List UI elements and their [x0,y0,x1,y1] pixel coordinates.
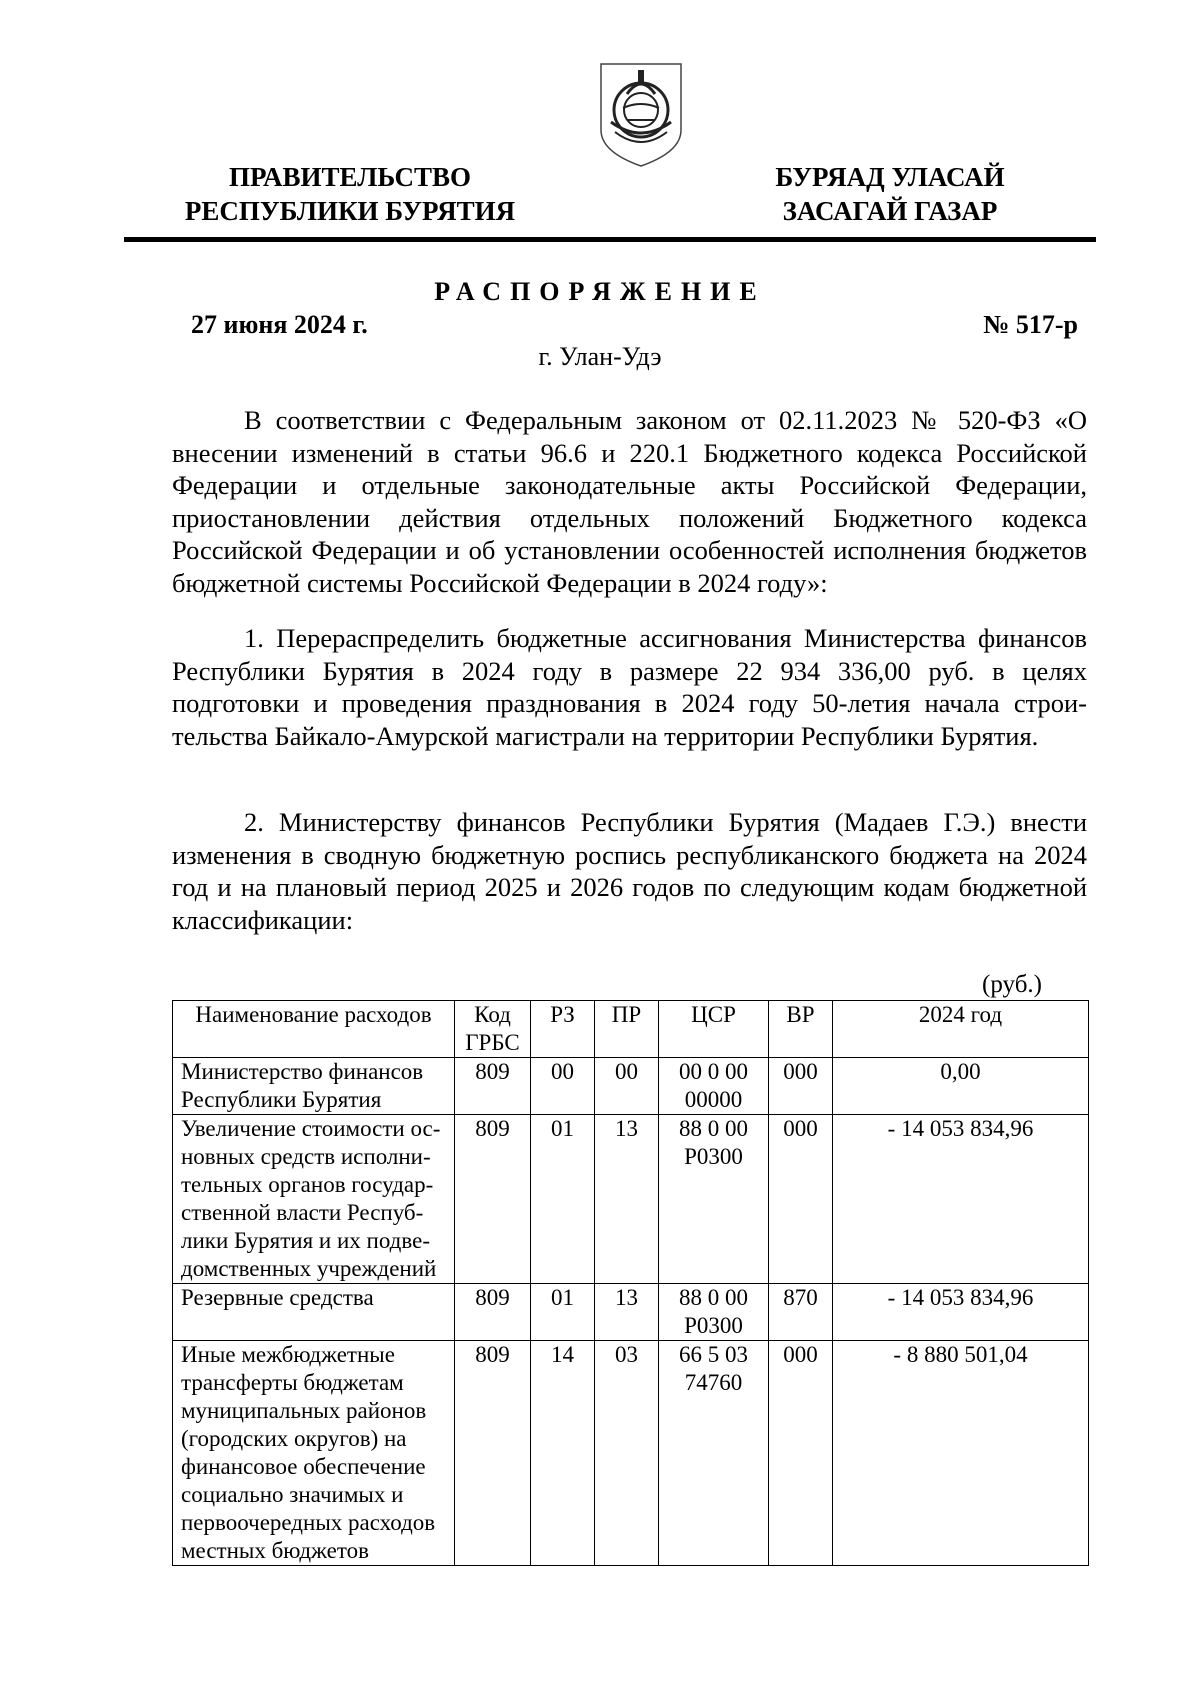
header-name: Наименование расходов [173,1001,455,1058]
row-amount: - 8 880 501,04 [833,1341,1089,1566]
row-vr: 000 [769,1115,833,1284]
row-grbs: 809 [455,1284,531,1341]
table-units: (руб.) [982,971,1042,998]
row-pr: 03 [595,1341,659,1566]
row-name: Резервные средства [173,1284,455,1341]
row-csr: 66 5 03 74760 [659,1341,769,1566]
header-pr: ПР [595,1001,659,1058]
document-number: № 517-р [983,310,1078,339]
preamble-paragraph: В соответствии с Федеральным законом от 02.11.2023 № 520-ФЗ «О внесении изменений в статьи 96.6 и 220.1 Бюджетного кодекса Российской Федерации и отдельные законодательные акты Российской Федерации, приостановлении действия отдельных положений Бюджетного кодекса Российской Федерации и об установлении особенностей исполнения бюджетов бюджетной системы Российской Федерации в 2024 году»: [172,405,1087,598]
table-row [173,1115,1089,1284]
budget-table [172,1000,1089,1566]
row-amount: - 14 053 834,96 [833,1115,1089,1284]
row-pr: 13 [595,1284,659,1341]
header-csr: ЦСР [659,1001,769,1058]
row-pr: 13 [595,1115,659,1284]
org-name-ru [160,160,540,228]
row-csr: 88 0 00 P0300 [659,1115,769,1284]
table-row [173,1284,1089,1341]
document-city: г. Улан-Удэ [538,342,662,371]
coat-of-arms-icon [597,60,685,170]
header-grbs: Код ГРБС [455,1001,531,1058]
table-row [173,1341,1089,1566]
document-date: 27 июня 2024 г. [191,310,368,339]
row-vr: 000 [769,1058,833,1115]
org-name-bua [745,160,1035,228]
header-divider [124,237,1096,242]
org-name-ru-line1: ПРАВИТЕЛЬСТВО [228,162,472,192]
row-grbs: 809 [455,1341,531,1566]
row-grbs: 809 [455,1058,531,1115]
header-rz: РЗ [531,1001,595,1058]
row-amount: - 14 053 834,96 [833,1284,1089,1341]
row-csr: 00 0 00 00000 [659,1058,769,1115]
org-name-bua-line2: ЗАСАГАЙ ГАЗАР [782,196,998,226]
table-row [173,1058,1089,1115]
row-rz: 14 [531,1341,595,1566]
row-name: Министерство финансов Республики Бурятия [173,1058,455,1115]
row-pr: 00 [595,1058,659,1115]
row-grbs: 809 [455,1115,531,1284]
item-1-paragraph: 1. Перераспределить бюджетные ассигнования Министерства финансов Республики Бурятия в 2024 году в размере 22 934 336,00 руб. в целях подготовки и проведения празднования в 2024 году 50-летия начала строительства Байкало-Амурской магистрали на территории Республики Бурятия. [172,623,1087,751]
row-vr: 000 [769,1341,833,1566]
row-rz: 01 [531,1284,595,1341]
row-rz: 01 [531,1115,595,1284]
org-name-bua-line1: БУРЯАД УЛАСАЙ [775,162,1005,192]
document-title: РАСПОРЯЖЕНИЕ [434,277,766,306]
row-vr: 870 [769,1284,833,1341]
row-name: Увеличение стоимости основных средств исполнительных органов государственной власти Республики Бурятия и их подведомственных учреждений [173,1115,455,1284]
row-amount: 0,00 [833,1058,1089,1115]
header-vr: ВР [769,1001,833,1058]
row-csr: 88 0 00 P0300 [659,1284,769,1341]
item-2-paragraph: 2. Министерству финансов Республики Бурятия (Мадаев Г.Э.) внести изменения в сводную бюджетную роспись республиканского бюджета на 2024 год и на плановый период 2025 и 2026 годов по следующим кодам бюджетной классификации: [172,807,1087,935]
table-header-row [173,1001,1089,1058]
row-name: Иные межбюджетные трансферты бюджетам муниципальных районов (городских округов) на финансовое обеспечение социально значимых и первоочередных расходов местных бюджетов [173,1341,455,1566]
header-year: 2024 год [833,1001,1089,1058]
row-rz: 00 [531,1058,595,1115]
org-name-ru-line2: РЕСПУБЛИКИ БУРЯТИЯ [184,196,516,226]
